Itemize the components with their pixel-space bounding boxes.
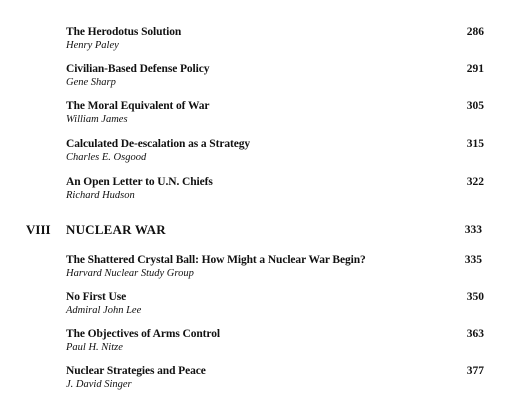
toc-entry — [66, 100, 484, 126]
toc-entry — [66, 26, 484, 52]
entry-title: The Shattered Crystal Ball: How Might a Nuclear War Begin? — [66, 254, 366, 266]
section-page-number: 333 — [464, 224, 482, 236]
entry-page-number: 286 — [466, 26, 484, 38]
toc-entry — [66, 328, 484, 354]
entry-title: The Objectives of Arms Control — [66, 328, 220, 340]
entry-author: Charles E. Osgood — [66, 152, 147, 163]
entry-author: Gene Sharp — [66, 77, 116, 88]
entry-author: Paul H. Nitze — [66, 342, 123, 353]
section-number: VIII — [26, 222, 51, 237]
entry-author: William James — [66, 114, 128, 125]
entry-page-number: 305 — [466, 100, 484, 112]
entry-page-number: 350 — [466, 291, 484, 303]
entry-page-number: 377 — [466, 365, 484, 377]
entry-author: Richard Hudson — [66, 190, 135, 201]
entry-title: Civilian-Based Defense Policy — [66, 63, 210, 75]
entry-title: Nuclear Strategies and Peace — [66, 365, 206, 377]
entry-title: Calculated De-escalation as a Strategy — [66, 138, 251, 150]
entry-title: An Open Letter to U.N. Chiefs — [66, 176, 213, 188]
entry-author: Admiral John Lee — [66, 305, 142, 316]
entry-page-number: 291 — [466, 63, 484, 75]
entry-title: No First Use — [66, 291, 127, 303]
toc-entry — [66, 365, 484, 391]
entry-title: The Herodotus Solution — [66, 26, 182, 38]
section-title: NUCLEAR WAR — [66, 222, 166, 237]
toc-entry — [66, 176, 484, 202]
entry-title: The Moral Equivalent of War — [66, 100, 210, 112]
entry-page-number: 335 — [464, 254, 482, 266]
entry-page-number: 315 — [466, 138, 484, 150]
entry-author: Henry Paley — [66, 40, 119, 51]
entry-page-number: 322 — [466, 176, 484, 188]
toc-entry — [66, 63, 484, 89]
entry-author: J. David Singer — [66, 379, 132, 390]
toc-entry — [66, 138, 484, 164]
entry-author: Harvard Nuclear Study Group — [66, 268, 194, 279]
toc-entry — [66, 254, 482, 280]
section-heading — [26, 222, 482, 238]
entry-page-number: 363 — [466, 328, 484, 340]
toc-entry — [66, 291, 484, 317]
